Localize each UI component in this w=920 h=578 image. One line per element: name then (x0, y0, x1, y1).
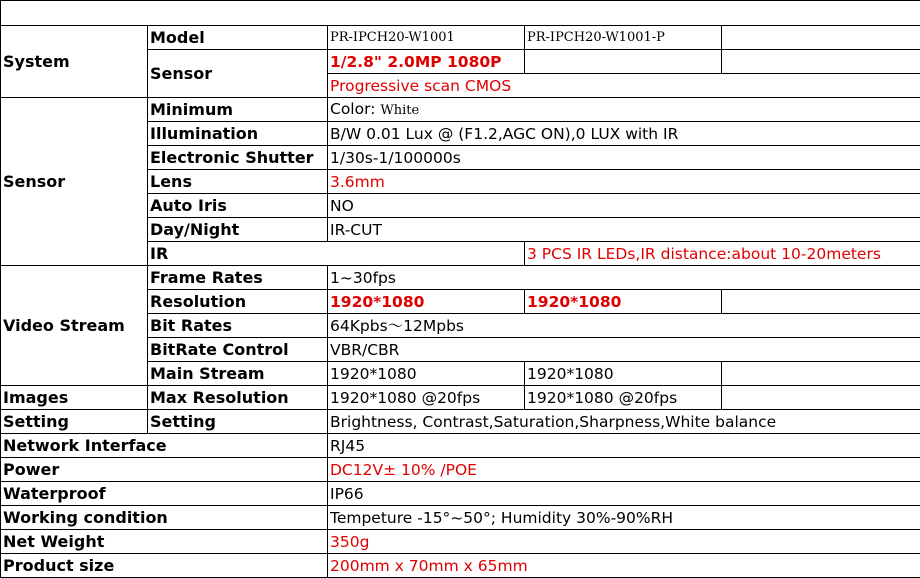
value-model-1: PR-IPCH20-W1001 (328, 26, 525, 50)
empty-cell (722, 290, 920, 314)
empty-cell (525, 50, 722, 74)
value-lens: 3.6mm (328, 170, 920, 194)
section-network-interface: Network Interface (1, 434, 328, 458)
value-max-resolution-2: 1920*1080 @20fps (525, 386, 722, 410)
table-row-net-weight (1, 530, 920, 554)
table-row-minimum (1, 98, 920, 122)
value-sensor-type: Progressive scan CMOS (328, 74, 920, 98)
value-minimum-suffix: White (380, 102, 420, 118)
label-sensor: Sensor (148, 50, 328, 98)
table-row-model (1, 26, 920, 50)
table-row-setting (1, 410, 920, 434)
table-row-network (1, 434, 920, 458)
table-row-max-resolution (1, 386, 920, 410)
value-main-stream-1: 1920*1080 (328, 362, 525, 386)
value-ir: 3 PCS IR LEDs,IR distance:about 10-20meters (525, 242, 920, 266)
section-video-stream: Video Stream (1, 266, 148, 386)
section-system: System (1, 26, 148, 98)
value-network-interface: RJ45 (328, 434, 920, 458)
table-row-working-condition (1, 506, 920, 530)
value-sensor-resolution: 1/2.8" 2.0MP 1080P (328, 50, 525, 74)
label-setting: Setting (148, 410, 328, 434)
label-bitrate-control: BitRate Control (148, 338, 328, 362)
section-sensor: Sensor (1, 98, 148, 266)
value-product-size: 200mm x 70mm x 65mm (328, 554, 920, 578)
section-ir: IR (148, 242, 525, 266)
table-row-frame-rates (1, 266, 920, 290)
label-electronic-shutter: Electronic Shutter (148, 146, 328, 170)
label-resolution: Resolution (148, 290, 328, 314)
header-row (1, 1, 920, 26)
empty-cell (722, 386, 920, 410)
label-max-resolution: Max Resolution (148, 386, 328, 410)
label-main-stream: Main Stream (148, 362, 328, 386)
section-net-weight: Net Weight (1, 530, 328, 554)
label-auto-iris: Auto Iris (148, 194, 328, 218)
label-day-night: Day/Night (148, 218, 328, 242)
section-setting: Setting (1, 410, 148, 434)
section-images: Images (1, 386, 148, 410)
header-blank-cell (1, 1, 920, 26)
value-net-weight: 350g (328, 530, 920, 554)
empty-cell (722, 50, 920, 74)
value-illumination: B/W 0.01 Lux @ (F1.2,AGC ON),0 LUX with IR (328, 122, 920, 146)
value-electronic-shutter: 1/30s-1/100000s (328, 146, 920, 170)
value-working-condition: Tempeture -15°~50°; Humidity 30%-90%RH (328, 506, 920, 530)
table-row-power (1, 458, 920, 482)
value-resolution-2: 1920*1080 (525, 290, 722, 314)
value-resolution-1: 1920*1080 (328, 290, 525, 314)
value-day-night: IR-CUT (328, 218, 920, 242)
value-minimum-prefix: Color: (330, 99, 381, 118)
value-setting: Brightness, Contrast,Saturation,Sharpness,White balance (328, 410, 920, 434)
section-working-condition: Working condition (1, 506, 328, 530)
value-bit-rates: 64Kpbs～12Mpbs (328, 314, 920, 338)
section-power: Power (1, 458, 328, 482)
label-minimum: Minimum (148, 98, 328, 122)
empty-cell (722, 362, 920, 386)
value-frame-rates: 1~30fps (328, 266, 920, 290)
label-lens: Lens (148, 170, 328, 194)
value-minimum (328, 98, 920, 122)
table-row-product-size (1, 554, 920, 578)
value-auto-iris: NO (328, 194, 920, 218)
label-illumination: Illumination (148, 122, 328, 146)
table-row-waterproof (1, 482, 920, 506)
section-product-size: Product size (1, 554, 328, 578)
label-frame-rates: Frame Rates (148, 266, 328, 290)
value-bitrate-control: VBR/CBR (328, 338, 920, 362)
value-model-2: PR-IPCH20-W1001-P (525, 26, 722, 50)
label-bit-rates: Bit Rates (148, 314, 328, 338)
section-waterproof: Waterproof (1, 482, 328, 506)
value-waterproof: IP66 (328, 482, 920, 506)
value-max-resolution-1: 1920*1080 @20fps (328, 386, 525, 410)
value-main-stream-2: 1920*1080 (525, 362, 722, 386)
value-power: DC12V± 10% /POE (328, 458, 920, 482)
empty-cell (722, 26, 920, 50)
label-model: Model (148, 26, 328, 50)
